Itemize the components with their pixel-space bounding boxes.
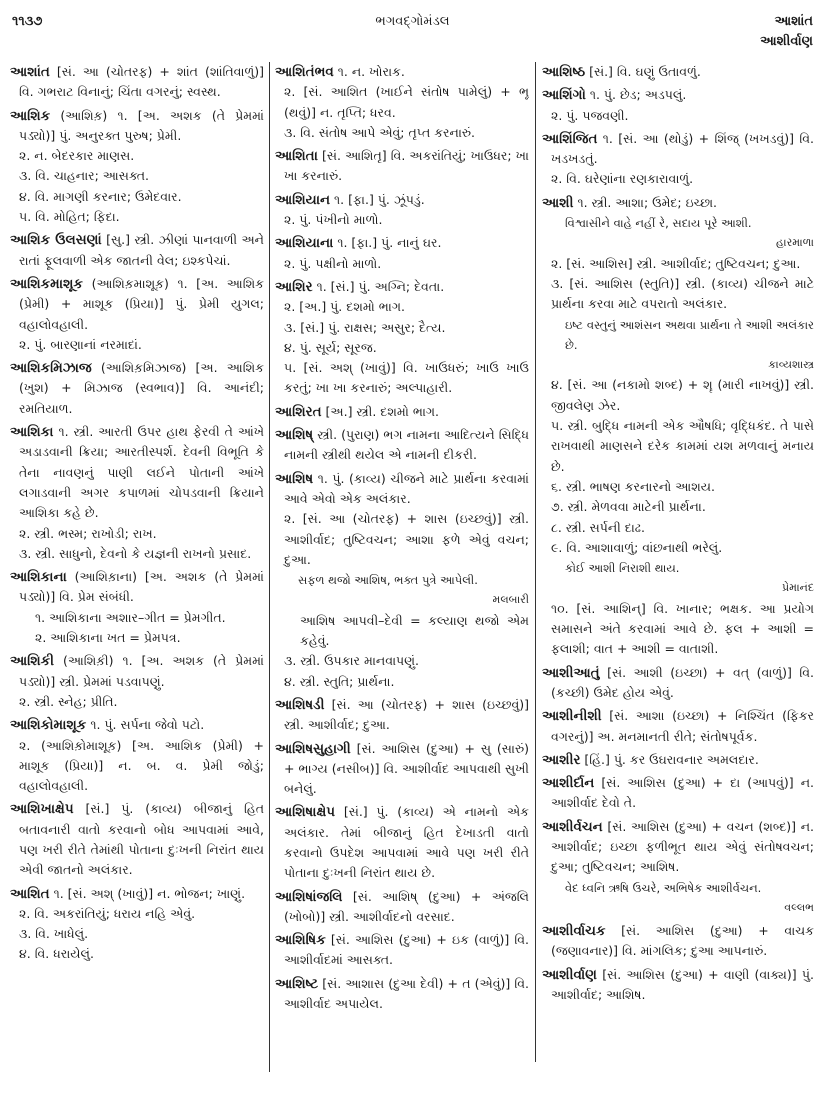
page-number: ૧૧૩૭ xyxy=(12,14,43,29)
definition: [સં. આશિષ્ (દુઆ) + અંજલિ (ખોબો)] સ્ત્રી. આશીર્વાદનો વરસાદ. xyxy=(284,888,529,924)
headword: આશિષિક xyxy=(275,932,326,949)
dictionary-entry xyxy=(542,773,814,814)
dictionary-entry xyxy=(275,62,529,143)
dictionary-entry xyxy=(275,469,529,692)
definition: [સં. આશાસ (દુઆ દેવી) + ત (એવું)] વિ. આશીર્વાદ અપાયેલ. xyxy=(284,975,529,1012)
sense: ૨. પું. બારણાનાં નરમાદાં. xyxy=(19,336,142,352)
dictionary-entry xyxy=(542,62,814,82)
guide-word-last: આશીર્વાણ xyxy=(760,34,813,49)
headword: આશિતંભવ xyxy=(275,64,334,80)
headword: આશીર્વાણ xyxy=(542,966,597,983)
quotation-source: હારમાળા xyxy=(776,236,814,250)
definition: સ્ત્રી. (પુરાણ) ભગ નામના આદિત્યને સિદ્ધિ નામની સ્ત્રીથી થયેલ એ નામની દીકરી. xyxy=(284,427,529,463)
headword: આશિંજિત xyxy=(542,130,598,147)
headword: આશાંત xyxy=(10,64,50,80)
sense: ૨. વિ. ઘરેણાંના રણકારાવાળું. xyxy=(551,171,694,187)
sense: ૨. વિ. અકરાંતિયું; ધરાય નહિ એવું. xyxy=(19,905,196,921)
dictionary-entry xyxy=(542,85,814,126)
definition: ૧. [ફા.] પું. ઝૂંપડું. xyxy=(334,191,425,207)
definition: ૧. પું. સર્પના જેવો પટો. xyxy=(90,717,205,733)
headword: આશિયાન xyxy=(275,191,331,208)
definition: (આશિક઼મિઝાજ) [અ. આશિક (ખુશ) + મિઝાજ (સ્વભાવ)] વિ. આનંદી; રમતિયાળ. xyxy=(19,360,264,416)
sense: ૨. ન. બેદરકાર માણસ. xyxy=(19,148,135,164)
dictionary-entry xyxy=(275,739,529,800)
headword: આશિકાના xyxy=(10,569,67,586)
definition: [સં. આશિસ (દુઆ) + સુ (સારું) + ભાગ્ય (નસીબ)] વિ. આશીર્વાદ આપવાથી સુખી બનેલું. xyxy=(284,740,529,797)
headword: આશિકોમાશૂક xyxy=(10,717,87,734)
headword: આશિત xyxy=(10,885,50,902)
dictionary-entry xyxy=(275,146,529,187)
dictionary-entry xyxy=(542,706,814,747)
dictionary-entry xyxy=(542,921,814,962)
dictionary-entry xyxy=(10,274,264,355)
dictionary-entry xyxy=(275,277,529,399)
sense: ૫. સ્ત્રી. બુદ્ધિ નામની એક ઔષધિ; વૃદ્ધિકંદ. તે પાસે રાખવાથી માણસને દરેક કામમાં યશ મળવાનું મનાય છે. xyxy=(551,418,814,474)
definition: [સં. આ (ચોતરફ) + શાંત (શાંતિવાળું)] વિ. ગભરાટ વિનાનું; ચિંતા વગરનું; સ્વસ્થ. xyxy=(19,64,264,100)
dictionary-entry xyxy=(275,190,529,231)
headword: આશિષ્ટ xyxy=(275,975,319,992)
dictionary-entry xyxy=(10,884,264,965)
headword: આશીર્વચન xyxy=(542,818,603,835)
definition: [સં. આશા (ઇચ્છા) + નિશ્ચિંત (ફિકર વગરનું)] અ. મનમાનતી રીતે; સંતોષપૂર્વક. xyxy=(551,708,814,744)
quotation: વિશ્વાસીને વાહે નહીં રે, સદાય પૂરે આશી. xyxy=(565,216,752,231)
definition: [સં. આશિસ (દુઆ) + વચન (શબ્દ)] ન. આશીર્વાદ; ઇચ્છા ફળીભૂત થાય એવું સંતોષવચન; દુઆ; તુષ્ટિવચન; આશિષ. xyxy=(551,818,814,875)
sense: ૪. સ્ત્રી. સ્તુતિ; પ્રાર્થના. xyxy=(284,673,395,689)
headword: આશીર્વાચક xyxy=(542,923,606,940)
definition: ૧. [ફા.] પું. નાનું ઘર. xyxy=(337,235,442,251)
sense: ૩. [સં.] પું. રાક્ષસ; અસુર; દૈત્ય. xyxy=(284,319,446,335)
definition: ૧. પું. છેડ; અડપલું. xyxy=(589,87,687,103)
headword: આશીર્દાન xyxy=(542,775,595,792)
definition: ૧. [સં.] પું. અગ્નિ; દેવતા. xyxy=(316,278,445,294)
dictionary-entry xyxy=(10,358,264,419)
headword: આશીર xyxy=(542,751,581,768)
sense: ૩. સ્ત્રી. સાધુનો, દેવનો કે યજ્ઞની રાખનો પ્રસાદ. xyxy=(19,545,252,561)
column-3 xyxy=(542,62,814,1073)
definition: [સં.] વિ. ઘણું ઉતાવળું. xyxy=(589,64,701,79)
dictionary-entry xyxy=(275,233,529,274)
definition: [સં.] પું. (કાવ્ય) એ નામનો એક અલંકાર. તેમાં બીજાનું હિત દેખાડતી વાતો કરવાનો ઉપદેશ આપવામાં આવે પણ ખરી રીતે પોતાના દુઃખની નિરાંત થાય છે. xyxy=(284,804,529,881)
sense: ૨. [સં. આશિત (ખાઈને સંતોષ પામેલું) + ભૂ (થવું)] ન. તૃપ્તિ; ધરવ. xyxy=(284,84,529,120)
headword: આશિંગો xyxy=(542,87,586,104)
quotation: વેદ ધ્વનિ ઋષિ ઉચરે, અભિષેક આશીર્વચન. xyxy=(565,880,762,895)
sense: ૨. [સં. આ (ચોતરફ) + શાસ (ઇચ્છવું)] સ્ત્રી. આશીર્વાદ; તુષ્ટિવચન; આશા ફળે એવું વચન; દુઆ. xyxy=(284,511,529,567)
dictionary-entry xyxy=(542,129,814,190)
definition: [હિં.] પું. કર ઉઘરાવનાર અમલદાર. xyxy=(584,751,759,767)
headword: આશિરત xyxy=(275,403,322,420)
headword: આશિષ xyxy=(275,470,314,487)
headword: આશિક ઉલસણાં xyxy=(10,232,102,249)
definition: ૧. સ્ત્રી. આશા; ઉમેદ; ઇચ્છા. xyxy=(577,194,718,210)
quotation-source: મલબારી xyxy=(492,593,529,607)
definition: [સં. આશિસ (દુઆ) + દા (આપવું)] ન. આશીર્વાદ દેવો તે. xyxy=(551,775,814,811)
definition: ૧. ન. ખોરાક. xyxy=(337,64,405,79)
definition: [સુ.] સ્ત્રી. ઝીણાં પાનવાળી અને રાતાં ફૂલવાળી એક જાતની વેલ; ઇશ્કપેચાં. xyxy=(19,232,264,268)
quotation: કોઈ આશી નિરાશી થાય. xyxy=(565,561,680,576)
dictionary-entry xyxy=(10,230,264,271)
example: આશિષ આપવી–દેવી = કલ્યાણ થજો એમ કહેવું. xyxy=(300,612,529,649)
sense: ૩. સ્ત્રી. ઉપકાર માનવાપણું. xyxy=(284,653,420,669)
headword: આશિકમાશૂક xyxy=(10,275,83,292)
headword: આશિકી xyxy=(10,653,55,670)
headword: આશિખાક્ષેપ xyxy=(10,801,74,818)
definition: ૧. પું. (કાવ્ય) ચીજને માટે પ્રાર્થના કરવામાં આવે એવો એક અલંકાર. xyxy=(284,470,529,506)
sense: ૨. પું. પજવણી. xyxy=(551,107,629,123)
dictionary-entry xyxy=(275,887,529,928)
definition: [સં. આશી (ઇચ્છા) + વત્ (વાળું)] વિ. (કચ્છી) ઉમેદ હોય એવું. xyxy=(551,664,814,700)
sense: ૯. વિ. આશાવાળું; વાંછનાથી ભરેલું. xyxy=(551,539,723,555)
headword: આશિષ્ઠ xyxy=(542,64,586,80)
dictionary-entry xyxy=(10,651,264,712)
sense: ૪. વિ. ધરાયેલું. xyxy=(19,946,94,962)
dictionary-entry xyxy=(10,715,264,796)
guide-word-first: આશાંત xyxy=(774,14,813,29)
definition: ૧. સ્ત્રી. આરતી ઉપર હાથ ફેરવી તે આંખે અડાડવાની ક્રિયા; આરતીસ્પર્શ. દેવની વિભૂતિ કે તેના નાવણનું પાણી લઈને પોતાની આંખે લગાડવાની અગર કપાળમાં ચોપડવાની ક્રિયાને આશિકા કહે છે. xyxy=(19,424,264,521)
sense: ૨. પું. પક્ષીનો માળો. xyxy=(284,255,382,271)
definition: [સં. આશિસ (દુઆ) + ઇક (વાળું)] વિ. આશીર્વાદમાં આસક્ત. xyxy=(284,932,529,968)
column-1 xyxy=(10,62,264,1073)
sense: ૩. [સં. આશિસ (સ્તુતિ)] સ્ત્રી. (કાવ્ય) ચીજને માટે પ્રાર્થના કરવા માટે વપરાતો અલંકાર. xyxy=(551,275,814,312)
dictionary-entry xyxy=(542,663,814,704)
dictionary-entry xyxy=(10,106,264,228)
headword: આશિકા xyxy=(10,424,54,441)
headword: આશી xyxy=(542,194,574,211)
dictionary-entry xyxy=(275,402,529,422)
definition: (આશિક઼માશૂક઼) ૧. [અ. આશિક (પ્રેમી) + માશૂક (પ્રિયા)] પું. પ્રેમી યુગલ; વહાલોવહાલી. xyxy=(19,275,264,332)
sense: ૮. સ્ત્રી. સર્પની દાઢ. xyxy=(551,519,645,535)
sense: ૨. [અ.] પું. દશમો ભાગ. xyxy=(284,299,405,315)
headword: આશિષ્ xyxy=(275,427,314,444)
column-2 xyxy=(275,62,529,1073)
headword: આશીનીશી xyxy=(542,708,602,725)
dictionary-entry xyxy=(10,62,264,103)
definition: [અ.] સ્ત્રી. દશમો ભાગ. xyxy=(325,403,439,419)
sense: ૩. વિ. ચાહનાર; આસક્ત. xyxy=(19,168,149,184)
headword: આશિષાંજલિ xyxy=(275,888,343,905)
sense: ૨. (આશિક઼ોમાશૂક઼) [અ. આશિક (પ્રેમી) + માશૂક (પ્રિયા)] ન. બ. વ. પ્રેમી જોડું; વહાલોવહાલી. xyxy=(19,737,264,794)
dictionary-entry xyxy=(275,930,529,971)
quotation-source: વલ્લભ xyxy=(784,900,814,914)
headword: આશિર xyxy=(275,278,313,295)
definition: [સં. આશિસ (દુઆ) + વાચક (જણાવનાર)] વિ. માંગલિક; દુઆ આપનારું. xyxy=(551,923,814,959)
sense: ૪. [સં. આ (નકામો શબ્દ) + શૄ (મારી નાખવું)] સ્ત્રી. જીવલેણ ઝેર. xyxy=(551,377,814,413)
headword: આશિષડી xyxy=(275,696,325,713)
dictionary-entry xyxy=(542,750,814,770)
sense: ૪. પું. સૂર્ય; સૂરજ. xyxy=(284,339,377,355)
sense: ૨. સ્ત્રી. ભસ્મ; રાખોડી; રાખ. xyxy=(19,525,157,541)
definition: [સં.] પું. (કાવ્ય) બીજાનું હિત બતાવનારી વાતો કરવાનો બોધ આપવામાં આવે, પણ ખરી રીતે તેમાંથી પોતાના દુઃખની નિરાંત થાય એવી જાતનો અલંકાર. xyxy=(19,801,264,878)
dictionary-entry xyxy=(542,193,814,660)
sense: ૧૦. [સં. આશિન્] વિ. ખાનાર; ભક્ષક. આ પ્રયોગ સમાસને અંતે કરવામાં આવે છે. ફલ + આશી = ફલાશી; વાત + આશી = વાતાશી. xyxy=(551,600,814,657)
running-title: ભગવદ્ગોમંડલ xyxy=(375,14,450,29)
dictionary-entry xyxy=(275,802,529,883)
dictionary-entry xyxy=(275,695,529,736)
sense: ૫. વિ. મોહિત; ફિદા. xyxy=(19,209,120,225)
headword: આશિયાના xyxy=(275,235,334,252)
quotation-source: કાવ્યશાસ્ત્ર xyxy=(768,358,814,372)
headword: આશિકમિઝાજ xyxy=(10,360,92,377)
dictionary-entry xyxy=(275,974,529,1015)
headword: આશિક xyxy=(10,107,51,124)
dictionary-entry xyxy=(10,799,264,880)
sense: ૭. સ્ત્રી. મેળવવા માટેની પ્રાર્થના. xyxy=(551,499,706,515)
sense: ૩. વિ. ખાધેલું. xyxy=(19,926,89,942)
definition: (આશિક઼ી) ૧. [અ. અશક (તે પ્રેમમાં પડ્યો)] સ્ત્રી. પ્રેમમાં પડવાપણું. xyxy=(19,653,264,689)
example: ૧. આશિકાના અશાર–ગીત = પ્રેમગીત. xyxy=(35,609,226,625)
sense: ૫. [સં. અશ્ (ખાવું)] વિ. ખાઉધરું; ખાઉ ખાઉ કરતું; ખા ખા કરનારું; અલ્પાહારી. xyxy=(284,360,529,396)
headword: આશિતા xyxy=(275,148,318,165)
sense: ૪. વિ. માગણી કરનાર; ઉમેદવાર. xyxy=(19,188,182,204)
headword: આશીઆતું xyxy=(542,664,600,681)
dictionary-entry xyxy=(542,817,814,918)
sense: ૩. વિ. સંતોષ આપે એવું; તૃપ્ત કરનારું. xyxy=(284,124,476,140)
sense: ૨. [સં. આશિસ] સ્ત્રી. આશીર્વાદ; તુષ્ટિવચન; દુઆ. xyxy=(551,255,801,271)
definition: [સં. આશિતૃ] વિ. અકરાંતિયું; ખાઉધર; ખા ખા કરનારું. xyxy=(284,148,529,184)
quotation-source: પ્રેમાનંદ xyxy=(782,581,814,595)
sense: ૨. સ્ત્રી. સ્નેહ; પ્રીતિ. xyxy=(19,693,118,709)
dictionary-entry xyxy=(10,567,264,648)
definition: ૧. [સં. અશ્ (ખાવું)] ન. ભોજન; ખાણું. xyxy=(53,885,246,901)
quotation: ઇષ્ટ વસ્તુનું આશંસન અથવા પ્રાર્થના તે આશી અલંકાર છે. xyxy=(565,317,814,352)
column-divider xyxy=(535,62,536,1062)
dictionary-entry xyxy=(10,422,264,564)
definition: (આશિક઼ાના) [અ. અશક (તે પ્રેમમાં પડ્યો)] વિ. પ્રેમ સંબંધી. xyxy=(19,569,264,605)
column-divider xyxy=(269,62,270,1072)
dictionary-entry xyxy=(542,965,814,1006)
definition: [સં. આ (ચોતરફ) + શાસ (ઇચ્છવું)] સ્ત્રી. આશીર્વાદ; દુઆ. xyxy=(284,696,529,733)
headword: આશિષાક્ષેપ xyxy=(275,804,336,821)
definition: (આશિક઼) ૧. [અ. અશક (તે પ્રેમમાં પડ્યો)] પું. અનુરક્ત પુરુષ; પ્રેમી. xyxy=(19,107,264,143)
headword: આશિષસુહાગી xyxy=(275,740,351,757)
quotation: સફળ થજો આશિષ, ભક્ત પુત્રે આપેલી. xyxy=(298,573,478,588)
definition: ૧. [સં. આ (થોડું) + શિંજ્ (ખખડવું)] વિ. ખડખડતું. xyxy=(551,130,814,167)
sense: ૨. પું. પંખીનો માળો. xyxy=(284,212,383,228)
dictionary-entry xyxy=(275,425,529,466)
sense: ૬. સ્ત્રી. ભાષણ કરનારનો આશય. xyxy=(551,478,715,494)
definition: [સં. આશિસ (દુઆ) + વાણી (વાક્ય)] પું. આશીર્વાદ; આશિષ. xyxy=(551,966,814,1003)
example: ૨. આશિકાના ખત = પ્રેમપત્ર. xyxy=(35,630,181,646)
